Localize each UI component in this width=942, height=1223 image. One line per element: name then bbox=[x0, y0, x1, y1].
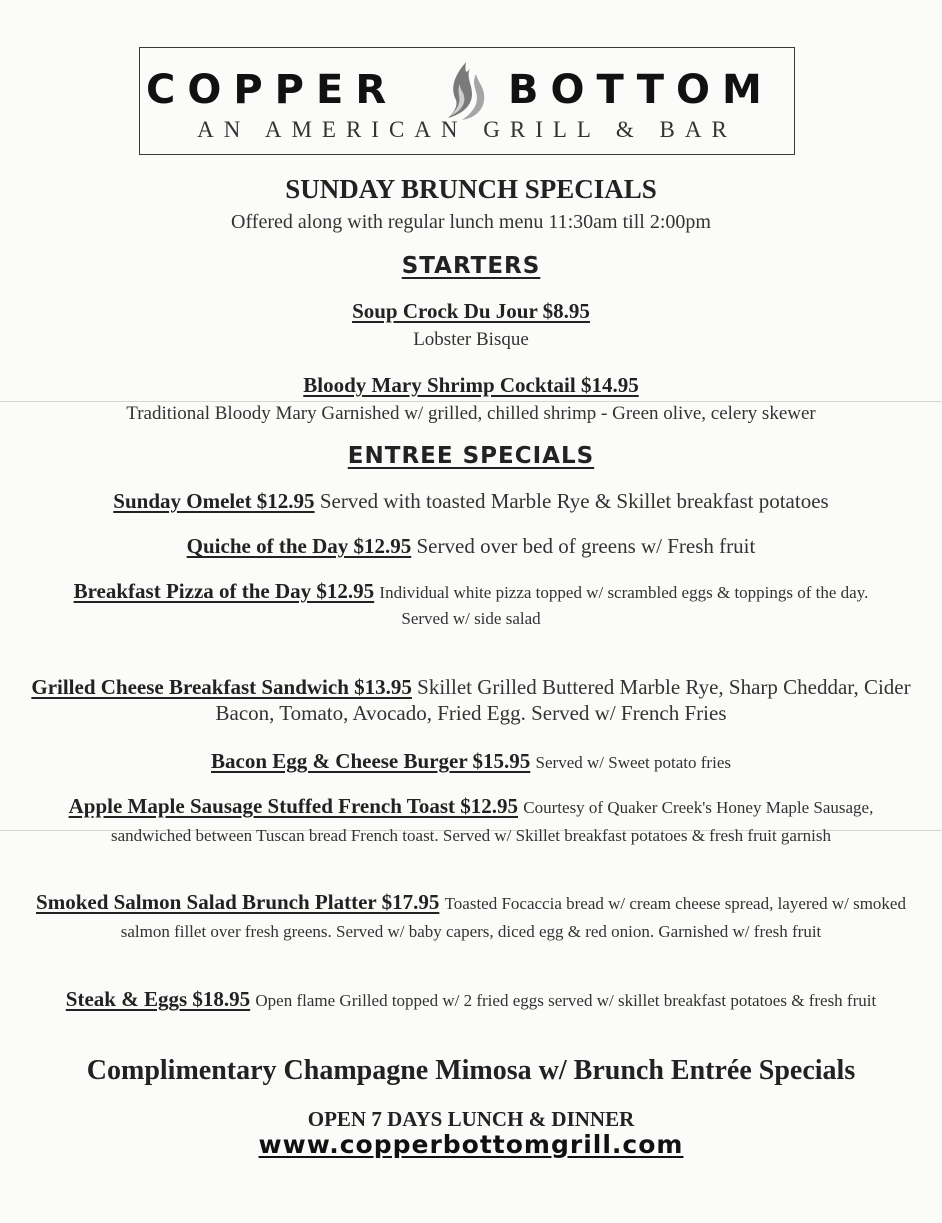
item-name: Soup Crock Du Jour $8.95 bbox=[352, 299, 590, 323]
menu-item bbox=[30, 674, 912, 726]
item-description: Open flame Grilled topped w/ 2 fried eggs served w/ skillet breakfast potatoes & fresh fruit bbox=[255, 991, 877, 1010]
menu-item bbox=[0, 748, 942, 776]
item-name: Bloody Mary Shrimp Cocktail $14.95 bbox=[303, 373, 639, 397]
item-description: Served w/ Sweet potato fries bbox=[535, 753, 731, 772]
menu-item bbox=[0, 488, 942, 514]
menu-item bbox=[0, 533, 942, 559]
menu-item bbox=[30, 793, 912, 849]
item-description: Served with toasted Marble Rye & Skillet breakfast potatoes bbox=[319, 489, 829, 513]
item-name: Smoked Salmon Salad Brunch Platter $17.95 bbox=[36, 890, 440, 914]
item-description: Courtesy of Quaker Creek's Honey Maple Sausage, sandwiched between Tuscan bread French toast. Served w/ Skillet breakfast potatoes & fresh fruit garnish bbox=[111, 798, 874, 845]
menu-item bbox=[30, 986, 912, 1014]
entrees-heading: ENTREE SPECIALS bbox=[347, 443, 595, 469]
starters-heading: STARTERS bbox=[401, 253, 541, 279]
item-description-extra: Served w/ side salad bbox=[401, 609, 541, 628]
brand-tagline: AN AMERICAN GRILL & BAR bbox=[197, 117, 737, 142]
brand-right: BOTTOM bbox=[508, 67, 774, 113]
item-name: Grilled Cheese Breakfast Sandwich $13.95 bbox=[31, 675, 412, 699]
item-name: Breakfast Pizza of the Day $12.95 bbox=[73, 579, 375, 603]
menu-item bbox=[0, 298, 942, 324]
promo-banner: Complimentary Champagne Mimosa w/ Brunch Entrée Specials bbox=[86, 1055, 856, 1086]
website-link[interactable]: www.copperbottomgrill.com bbox=[258, 1130, 684, 1159]
item-description: Skillet Grilled Buttered Marble Rye, Sharp Cheddar, Cider Bacon, Tomato, Avocado, Fried Egg. Served w/ French Fries bbox=[215, 675, 911, 725]
page-title: SUNDAY BRUNCH SPECIALS bbox=[285, 174, 657, 204]
item-description: Individual white pizza topped w/ scrambled eggs & toppings of the day. bbox=[379, 583, 869, 602]
menu-item bbox=[40, 578, 902, 632]
menu-item bbox=[0, 372, 942, 398]
item-description: Served over bed of greens w/ Fresh fruit bbox=[416, 534, 756, 558]
item-name: Quiche of the Day $12.95 bbox=[186, 534, 412, 558]
paper-crease bbox=[0, 401, 942, 402]
item-name: Sunday Omelet $12.95 bbox=[113, 489, 315, 513]
item-name: Steak & Eggs $18.95 bbox=[65, 987, 251, 1011]
item-name: Apple Maple Sausage Stuffed French Toast $12.95 bbox=[68, 794, 519, 818]
flame-icon bbox=[436, 60, 492, 122]
menu-item bbox=[20, 889, 922, 945]
item-description: Toasted Focaccia bread w/ cream cheese spread, layered w/ smoked salmon fillet over fresh greens. Served w/ baby capers, diced egg & red onion. Garnished w/ fresh fruit bbox=[120, 894, 906, 941]
item-description: Lobster Bisque bbox=[413, 329, 529, 350]
item-description: Traditional Bloody Mary Garnished w/ grilled, chilled shrimp - Green olive, celery skewer bbox=[126, 403, 816, 424]
hours-text: OPEN 7 DAYS LUNCH & DINNER bbox=[307, 1107, 635, 1131]
page-subtitle: Offered along with regular lunch menu 11:30am till 2:00pm bbox=[231, 211, 711, 233]
logo bbox=[139, 47, 795, 155]
item-name: Bacon Egg & Cheese Burger $15.95 bbox=[211, 749, 531, 773]
brand-left: COPPER bbox=[146, 67, 399, 113]
